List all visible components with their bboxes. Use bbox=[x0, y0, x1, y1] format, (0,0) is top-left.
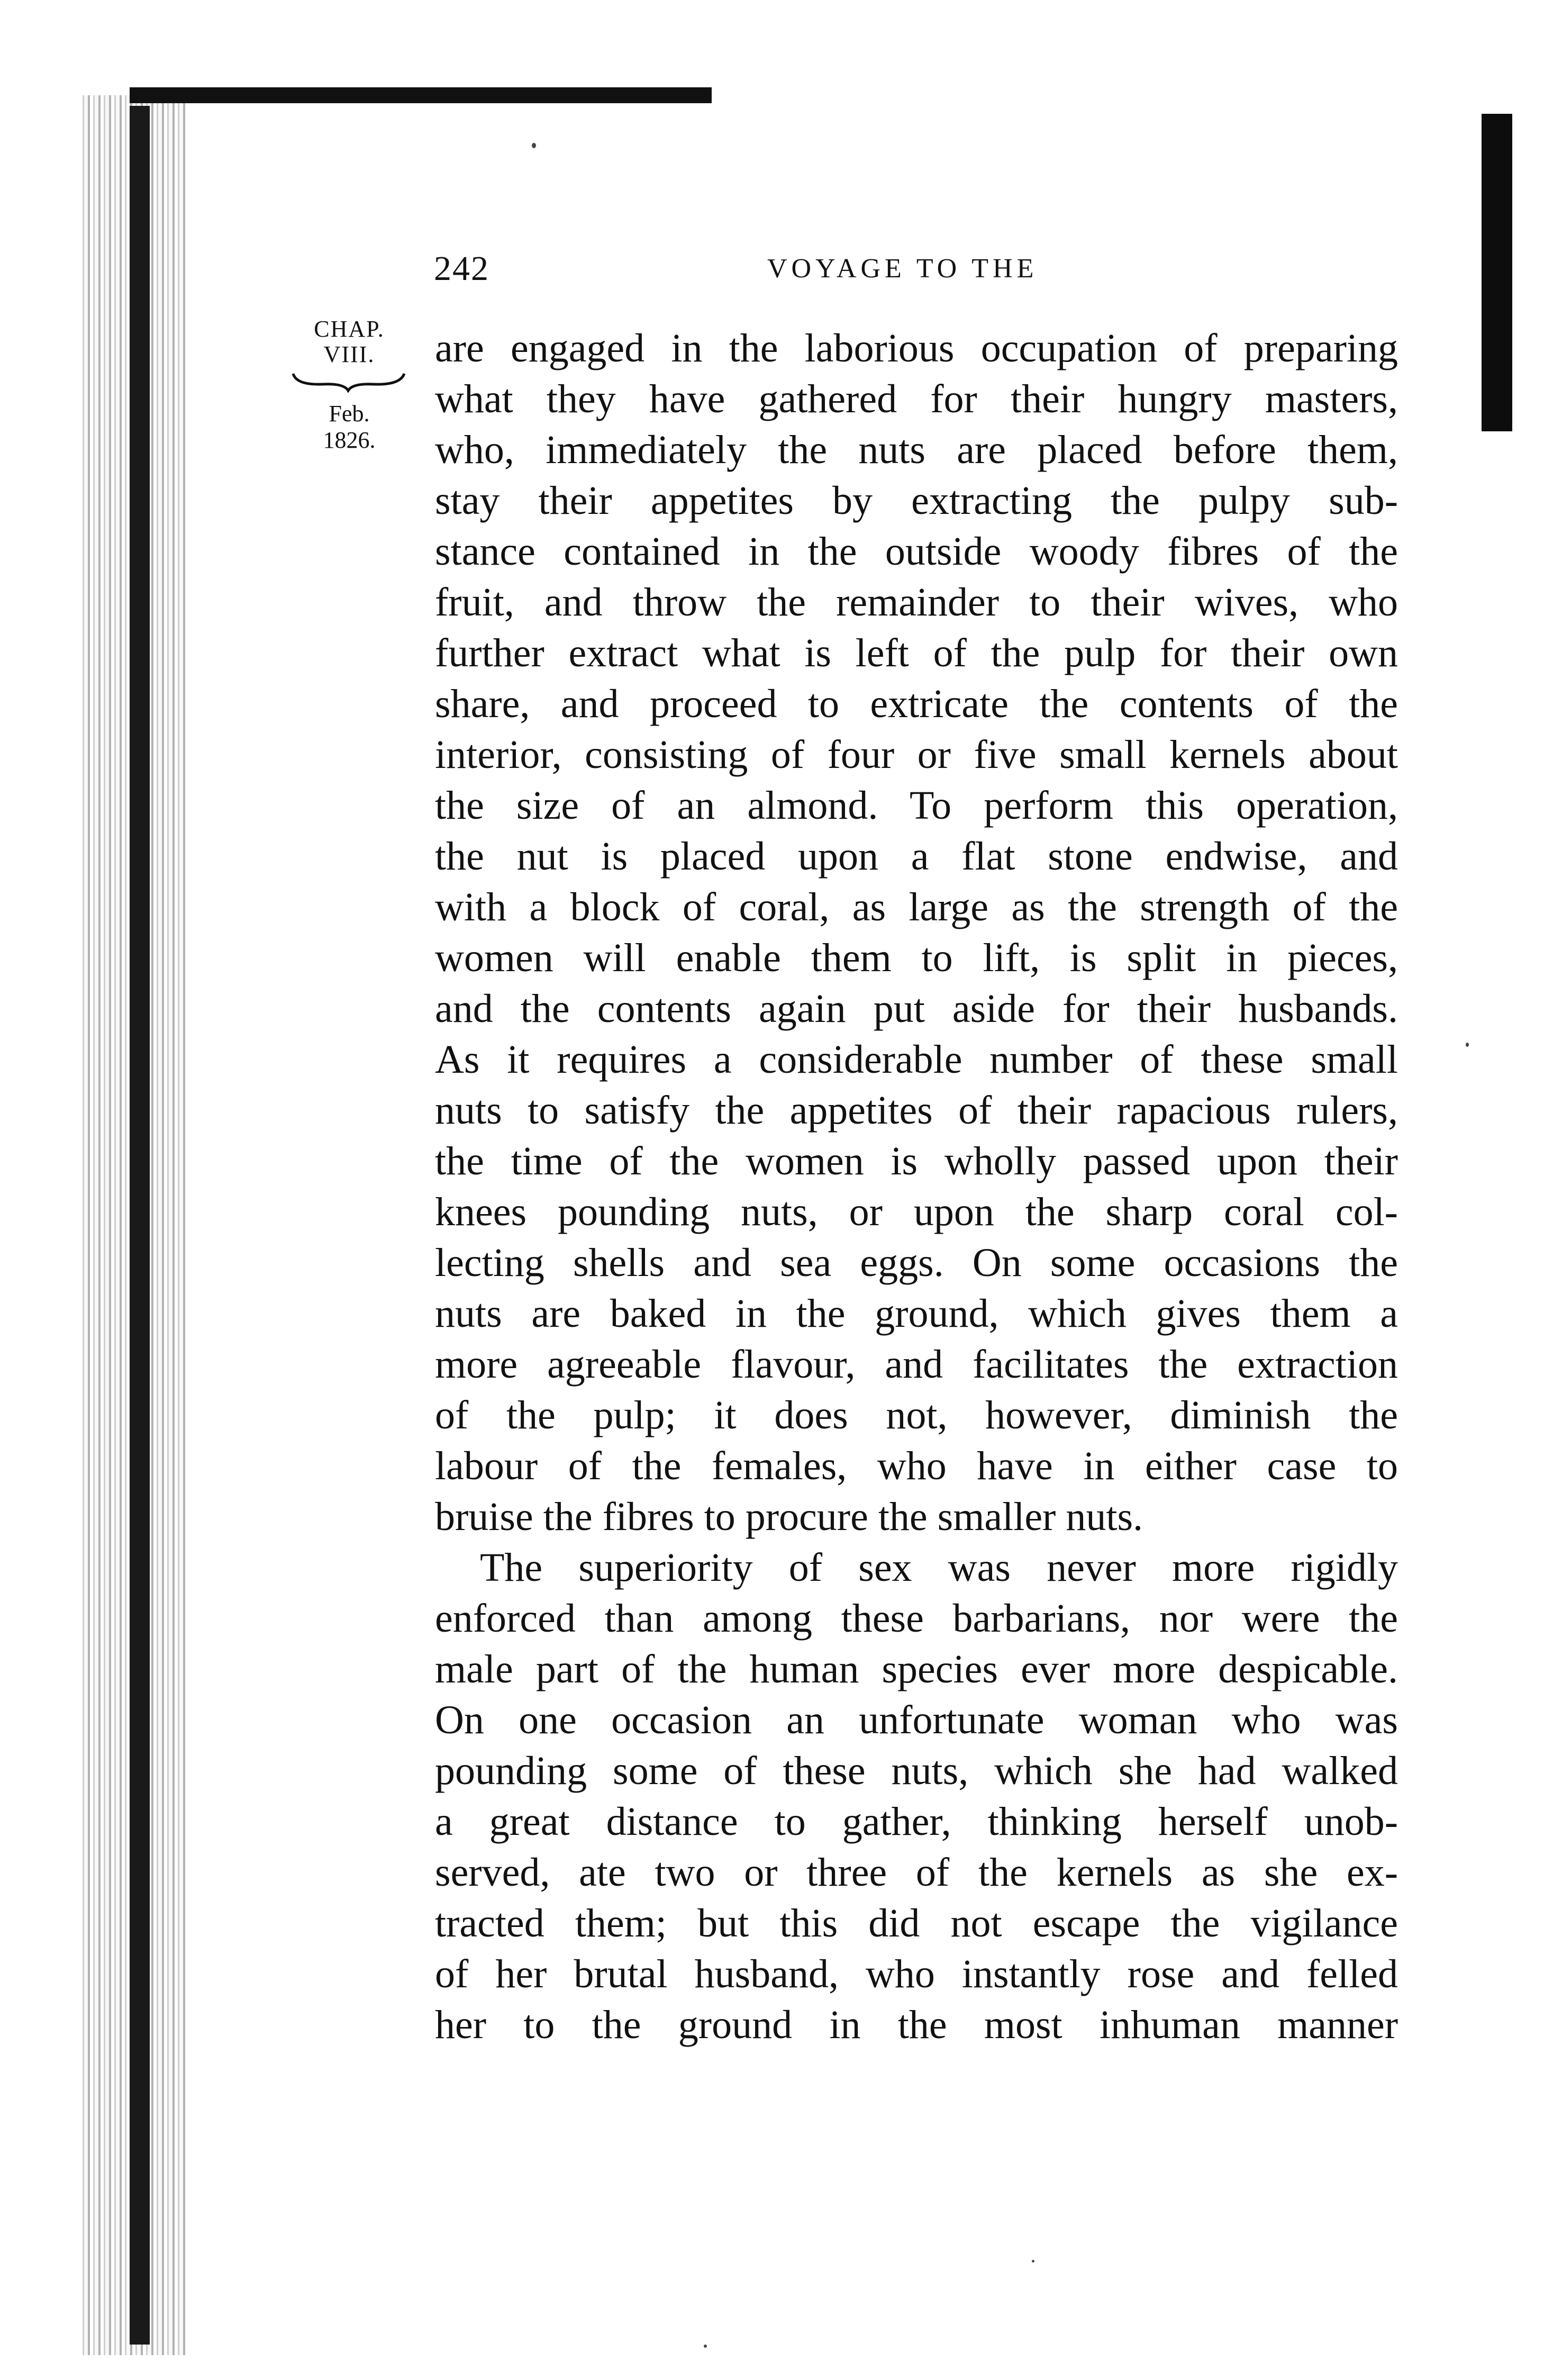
text-line: fruit, and throw the remainder to their wives, who bbox=[435, 580, 1398, 625]
margin-month: Feb. bbox=[329, 401, 370, 427]
text-line: pounding some of these nuts, which she had walked bbox=[435, 1749, 1398, 1793]
text-line: nuts are baked in the ground, which gives them a bbox=[435, 1291, 1398, 1336]
text-line: stay their appetites by extracting the pulpy sub- bbox=[435, 478, 1398, 523]
text-line: further extract what is left of the pulp for their own bbox=[435, 631, 1398, 675]
text-line: labour of the females, who have in either case to bbox=[435, 1444, 1398, 1488]
text-line: women will enable them to lift, is split in pieces, bbox=[435, 936, 1398, 980]
text-line: interior, consisting of four or five small kernels about bbox=[435, 732, 1398, 777]
right-edge-shadow bbox=[1482, 114, 1512, 431]
text-line: lecting shells and sea eggs. On some occasions the bbox=[435, 1241, 1398, 1285]
text-line: who, immediately the nuts are placed before them, bbox=[435, 428, 1398, 472]
text-line: of the pulp; it does not, however, diminish the bbox=[435, 1393, 1398, 1437]
text-line: the time of the women is wholly passed upon their bbox=[435, 1139, 1398, 1183]
margin-chapter-label: CHAP. bbox=[314, 316, 385, 342]
margin-note bbox=[283, 318, 415, 452]
page-number: 242 bbox=[434, 249, 489, 288]
text-line: stance contained in the outside woody fibres of the bbox=[435, 529, 1398, 574]
text-line: knees pounding nuts, or upon the sharp coral col- bbox=[435, 1190, 1398, 1234]
paragraph-2 bbox=[435, 1542, 1398, 2050]
text-line: tracted them; but this did not escape the vigilance bbox=[435, 1901, 1398, 1945]
brace-ornament bbox=[291, 369, 407, 393]
margin-chapter-number: VIII. bbox=[323, 341, 375, 367]
text-line: On one occasion an unfortunate woman who was bbox=[435, 1698, 1398, 1742]
text-line: with a block of coral, as large as the strength of the bbox=[435, 885, 1398, 929]
body-text bbox=[435, 323, 1398, 2050]
text-line: a great distance to gather, thinking herself unob- bbox=[435, 1799, 1398, 1844]
text-line: what they have gathered for their hungry masters, bbox=[435, 377, 1398, 421]
text-line: male part of the human species ever more despicable. bbox=[435, 1647, 1398, 1691]
running-title: VOYAGE TO THE bbox=[767, 254, 1038, 284]
scan-speck bbox=[1466, 1043, 1469, 1047]
paragraph-1 bbox=[435, 323, 1398, 1542]
scan-speck bbox=[532, 143, 536, 148]
margin-year: 1826. bbox=[323, 427, 376, 453]
text-line: nuts to satisfy the appetites of their rapacious rulers, bbox=[435, 1088, 1398, 1133]
running-head bbox=[434, 249, 1439, 296]
text-line: are engaged in the laborious occupation of preparing bbox=[435, 326, 1398, 370]
scan-speck bbox=[1032, 2260, 1034, 2263]
text-line: enforced than among these barbarians, nor were the bbox=[435, 1596, 1398, 1641]
text-line: The superiority of sex was never more rigidly bbox=[480, 1545, 1398, 1590]
text-line: and the contents again put aside for their husbands. bbox=[435, 987, 1398, 1031]
text-line: As it requires a considerable number of these small bbox=[435, 1037, 1398, 1082]
text-line: her to the ground in the most inhuman manner bbox=[435, 2003, 1398, 2047]
text-line: of her brutal husband, who instantly rose and felled bbox=[435, 1952, 1398, 1996]
text-line: the nut is placed upon a flat stone endwise, and bbox=[435, 834, 1398, 879]
scan-speck bbox=[704, 2345, 707, 2348]
text-line: share, and proceed to extricate the contents of the bbox=[435, 682, 1398, 726]
top-edge-shadow bbox=[130, 87, 712, 103]
text-line: bruise the fibres to procure the smaller nuts. bbox=[435, 1495, 1143, 1539]
binding-edge bbox=[130, 106, 150, 2345]
text-line: more agreeable flavour, and facilitates the extraction bbox=[435, 1342, 1398, 1387]
text-line: served, ate two or three of the kernels as she ex- bbox=[435, 1850, 1398, 1895]
text-line: the size of an almond. To perform this operation, bbox=[435, 783, 1398, 828]
